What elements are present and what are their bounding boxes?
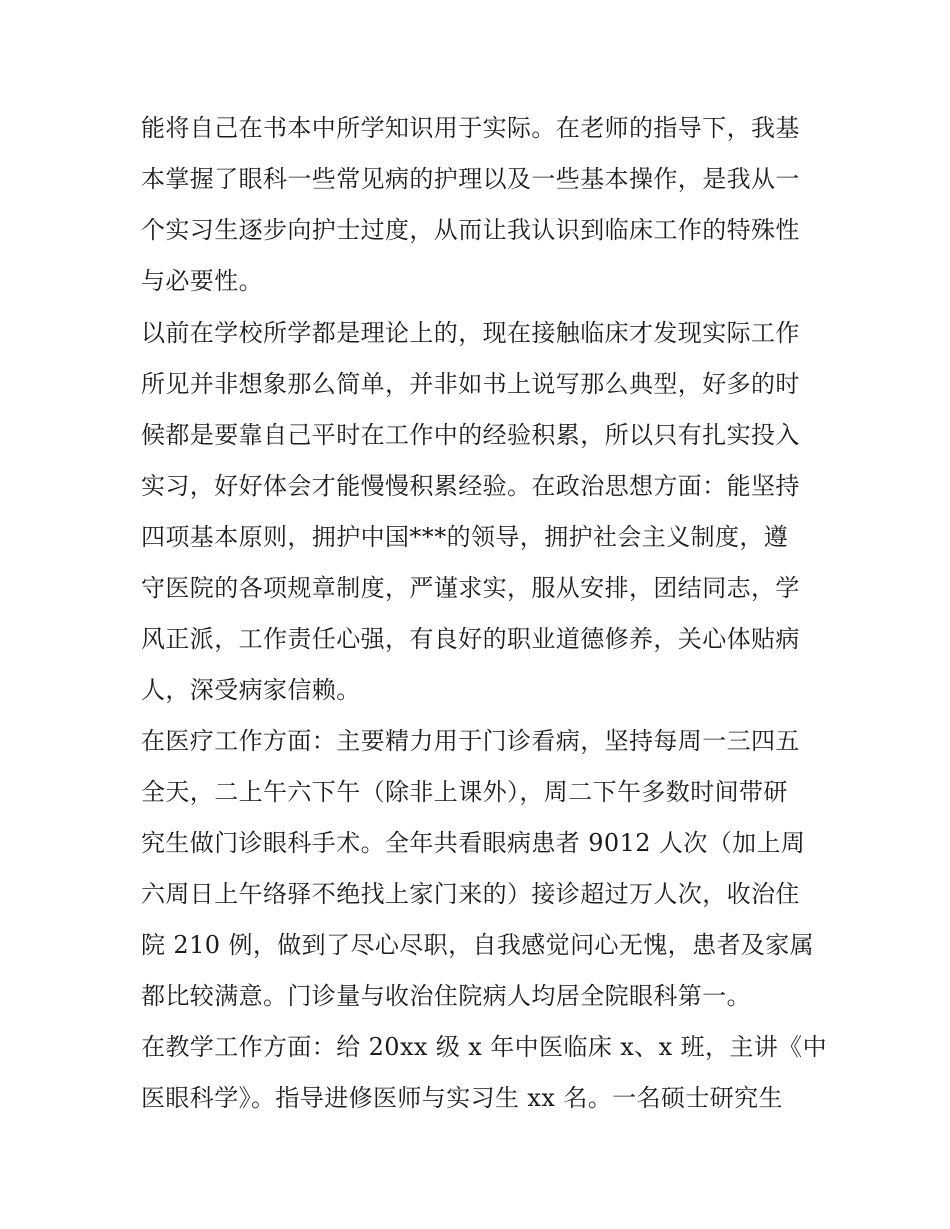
text-line: 风正派，工作责任心强，有良好的职业道德修养，关心体贴病 xyxy=(141,625,800,653)
text-line: 全天，二上午六下午（除非上课外），周二下午多数时间带研 xyxy=(141,778,788,806)
text-line: 以前在学校所学都是理论上的，现在接触临床才发现实际工作 xyxy=(141,319,800,347)
text-line: 四项基本原则，拥护中国***的领导，拥护社会主义制度，遵 xyxy=(141,523,789,551)
text-line: 个实习生逐步向护士过度，从而让我认识到临床工作的特殊性 xyxy=(141,216,800,244)
text-line: 实习，好好体会才能慢慢积累经验。在政治思想方面：能坚持 xyxy=(141,472,800,500)
text-line: 在教学工作方面：给 20xx 级 x 年中医临床 x、x 班，主讲《中 xyxy=(141,1033,827,1061)
text-line: 医眼科学》。指导进修医师与实习生 xx 名。一名硕士研究生 xyxy=(141,1084,783,1112)
text-line: 人，深受病家信赖。 xyxy=(141,676,361,704)
text-line: 能将自己在书本中所学知识用于实际。在老师的指导下，我基 xyxy=(141,114,800,142)
text-line: 都比较满意。门诊量与收治住院病人均居全院眼科第一。 xyxy=(141,982,751,1010)
text-line: 所见并非想象那么简单，并非如书上说写那么典型，好多的时 xyxy=(141,370,800,398)
text-line: 究生做门诊眼科手术。全年共看眼病患者 9012 人次（加上周 xyxy=(141,829,806,857)
text-line: 院 210 例，做到了尽心尽职，自我感觉问心无愧，患者及家属 xyxy=(141,931,815,959)
text-line: 本掌握了眼科一些常见病的护理以及一些基本操作，是我从一 xyxy=(141,165,800,193)
text-line: 与必要性。 xyxy=(141,267,263,295)
text-line: 守医院的各项规章制度，严谨求实，服从安排，团结同志，学 xyxy=(141,574,800,602)
text-line: 候都是要靠自己平时在工作中的经验积累，所以只有扎实投入 xyxy=(141,421,800,449)
text-line: 六周日上午络驿不绝找上家门来的）接诊超过万人次，收治住 xyxy=(141,880,800,908)
text-line: 在医疗工作方面：主要精力用于门诊看病，坚持每周一三四五 xyxy=(141,727,800,755)
